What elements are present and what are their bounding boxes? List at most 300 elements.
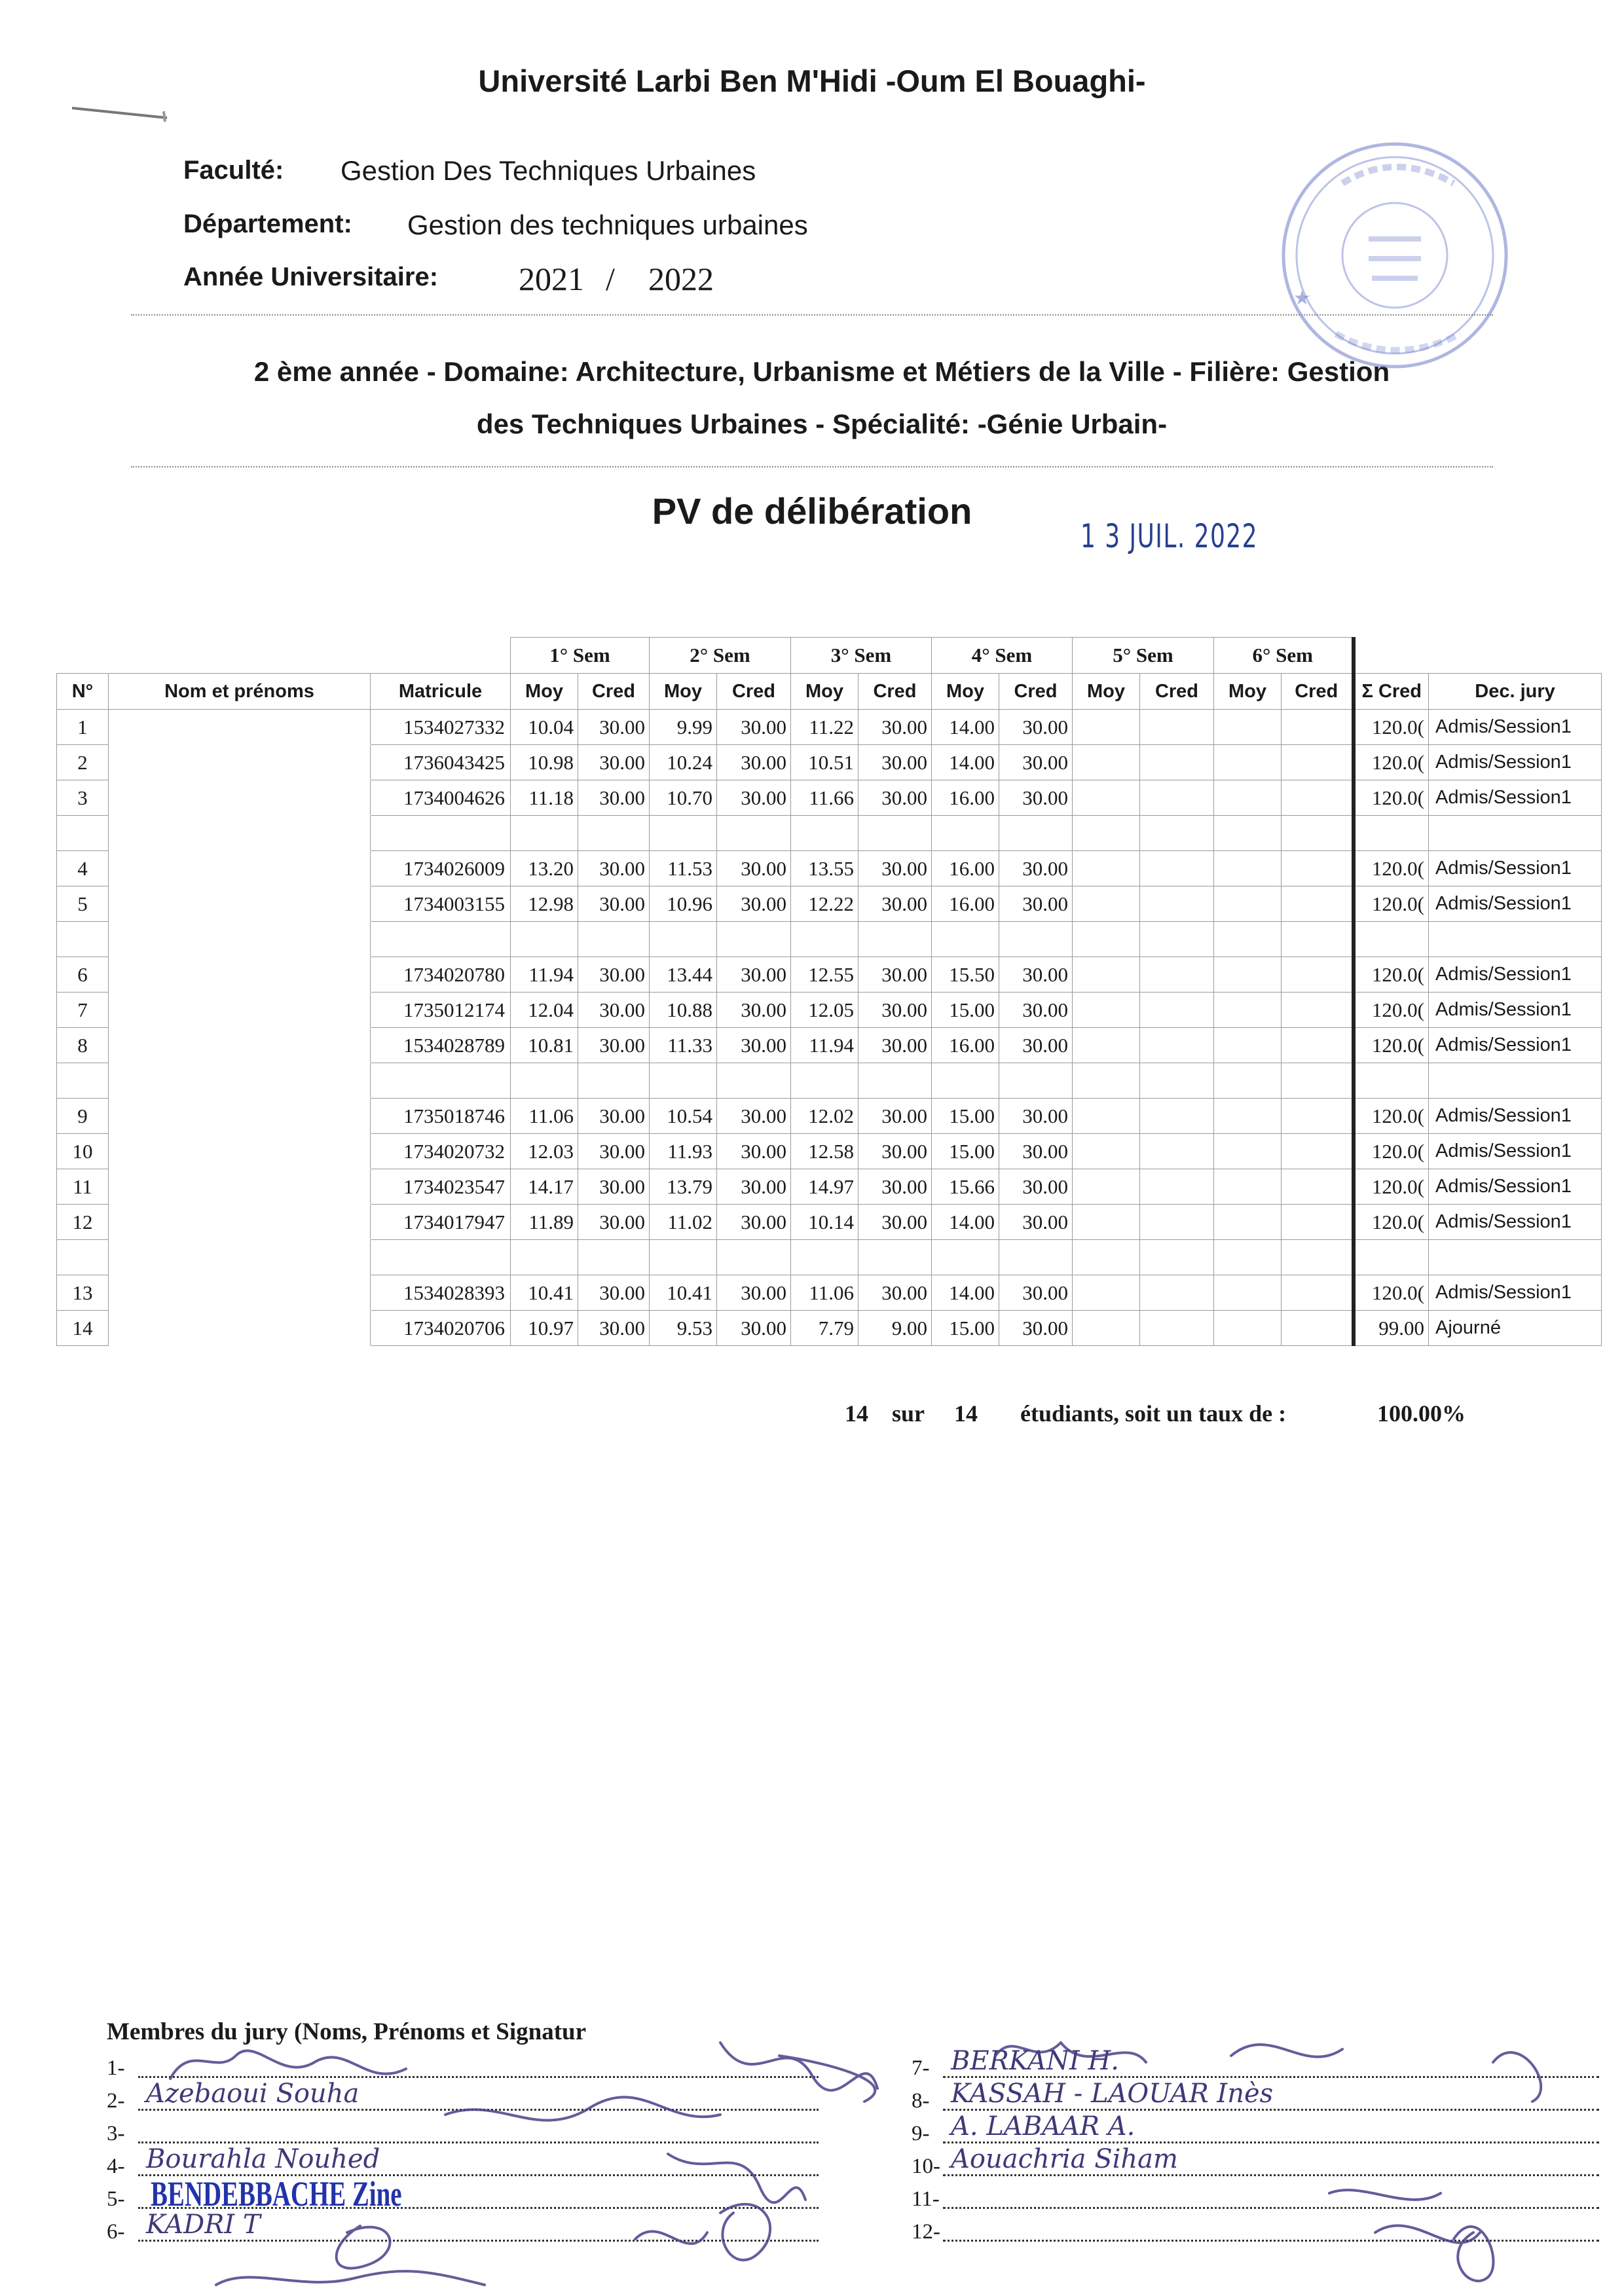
faculte-value: Gestion Des Techniques Urbaines	[341, 155, 756, 186]
moyenne-cell: 11.22	[791, 710, 858, 745]
credits-cell: 30.00	[578, 1134, 650, 1169]
credits-cell	[999, 922, 1073, 957]
jury-member-line	[107, 2079, 819, 2117]
student-name-redacted	[109, 816, 371, 851]
total-credits-cell: 120.0(	[1354, 1028, 1429, 1063]
moyenne-cell	[1214, 1169, 1282, 1205]
credits-cell: 30.00	[717, 1099, 791, 1134]
moyenne-cell	[932, 816, 999, 851]
moyenne-cell: 10.41	[650, 1275, 717, 1311]
student-name-redacted	[109, 957, 371, 993]
moyenne-cell	[1214, 780, 1282, 816]
credits-cell	[1140, 1169, 1214, 1205]
jury-member-number: 2-	[107, 2089, 125, 2113]
credits-cell: 30.00	[578, 851, 650, 886]
credits-cell: 30.00	[999, 780, 1073, 816]
jury-member-signature: KADRI T	[146, 2210, 261, 2240]
jury-member-number: 3-	[107, 2122, 125, 2145]
moyenne-cell: 10.54	[650, 1099, 717, 1134]
matricule-cell	[371, 1063, 511, 1099]
moyenne-cell	[1073, 745, 1140, 780]
credits-cell: 30.00	[999, 886, 1073, 922]
credits-cell	[578, 1063, 650, 1099]
semester-2-header: 2° Sem	[650, 638, 791, 674]
total-credits-cell	[1354, 1240, 1429, 1275]
credits-cell: 30.00	[858, 745, 932, 780]
col-cred: Cred	[1140, 674, 1214, 710]
matricule-cell	[371, 1240, 511, 1275]
page-title: PV de délibération	[652, 490, 972, 532]
row-number	[57, 816, 109, 851]
table-row	[57, 851, 1602, 886]
row-number	[57, 1063, 109, 1099]
credits-cell	[1282, 1169, 1354, 1205]
col-cred: Cred	[717, 674, 791, 710]
credits-cell: 30.00	[717, 886, 791, 922]
moyenne-cell	[1073, 1275, 1140, 1311]
dotted-line	[943, 2240, 1599, 2242]
student-name-redacted	[109, 745, 371, 780]
dotted-line	[943, 2174, 1599, 2176]
moyenne-cell: 13.79	[650, 1169, 717, 1205]
moyenne-cell	[1073, 1134, 1140, 1169]
credits-cell	[1140, 922, 1214, 957]
credits-cell: 30.00	[858, 780, 932, 816]
moyenne-cell	[1073, 710, 1140, 745]
matricule-cell: 1734020780	[371, 957, 511, 993]
annee-label: Année Universitaire:	[183, 263, 439, 291]
credits-cell: 30.00	[717, 1169, 791, 1205]
credits-cell	[858, 816, 932, 851]
moyenne-cell	[511, 1063, 578, 1099]
moyenne-cell: 15.00	[932, 1134, 999, 1169]
jury-member-line	[912, 2215, 1599, 2248]
credits-cell: 30.00	[578, 1311, 650, 1346]
student-name-redacted	[109, 1028, 371, 1063]
moyenne-cell: 16.00	[932, 780, 999, 816]
moyenne-cell: 11.94	[511, 957, 578, 993]
col-moy: Moy	[650, 674, 717, 710]
moyenne-cell	[1073, 816, 1140, 851]
summary-text: étudiants, soit un taux de :	[1020, 1400, 1287, 1427]
moyenne-cell	[1214, 710, 1282, 745]
moyenne-cell	[1214, 1240, 1282, 1275]
dotted-line	[138, 2109, 819, 2111]
credits-cell	[1140, 1028, 1214, 1063]
jury-member-number: 1-	[107, 2056, 125, 2080]
moyenne-cell	[1073, 1240, 1140, 1275]
grades-body	[57, 710, 1602, 1346]
credits-cell: 30.00	[717, 1028, 791, 1063]
credits-cell: 30.00	[999, 851, 1073, 886]
jury-member-number: 12-	[912, 2220, 940, 2244]
credits-cell: 30.00	[858, 1205, 932, 1240]
student-name-redacted	[109, 851, 371, 886]
credits-cell	[1140, 993, 1214, 1028]
matricule-cell: 1734023547	[371, 1169, 511, 1205]
credits-cell	[1282, 1311, 1354, 1346]
credits-cell: 30.00	[858, 1275, 932, 1311]
decision-cell	[1429, 922, 1602, 957]
credits-cell	[1140, 1134, 1214, 1169]
student-name-redacted	[109, 993, 371, 1028]
moyenne-cell: 11.06	[791, 1275, 858, 1311]
credits-cell	[1282, 1028, 1354, 1063]
table-row	[57, 710, 1602, 745]
moyenne-cell	[1214, 816, 1282, 851]
total-credits-cell: 120.0(	[1354, 1275, 1429, 1311]
col-total-credits: Σ Cred	[1354, 674, 1429, 710]
summary-sur: sur	[892, 1400, 925, 1427]
jury-member-number: 7-	[912, 2056, 930, 2080]
col-moy: Moy	[1073, 674, 1140, 710]
student-name-redacted	[109, 1240, 371, 1275]
semester-header-row	[57, 638, 1602, 674]
matricule-cell: 1736043425	[371, 745, 511, 780]
row-number: 7	[57, 993, 109, 1028]
jury-member-line	[912, 2182, 1599, 2215]
moyenne-cell: 10.98	[511, 745, 578, 780]
moyenne-cell: 11.02	[650, 1205, 717, 1240]
credits-cell: 30.00	[858, 1099, 932, 1134]
moyenne-cell: 12.03	[511, 1134, 578, 1169]
credits-cell: 30.00	[999, 1134, 1073, 1169]
matricule-cell: 1735012174	[371, 993, 511, 1028]
official-seal-icon	[1264, 124, 1526, 386]
student-name-redacted	[109, 710, 371, 745]
credits-cell	[1140, 1063, 1214, 1099]
moyenne-cell: 12.04	[511, 993, 578, 1028]
credits-cell	[578, 1240, 650, 1275]
moyenne-cell	[1073, 1099, 1140, 1134]
dotted-line	[138, 2240, 819, 2242]
col-cred: Cred	[858, 674, 932, 710]
col-number: N°	[57, 674, 109, 710]
moyenne-cell: 11.66	[791, 780, 858, 816]
table-row	[57, 1311, 1602, 1346]
student-name-redacted	[109, 922, 371, 957]
total-credits-cell: 120.0(	[1354, 745, 1429, 780]
moyenne-cell: 10.96	[650, 886, 717, 922]
moyenne-cell	[1214, 886, 1282, 922]
decision-cell: Admis/Session1	[1429, 745, 1602, 780]
credits-cell	[1140, 851, 1214, 886]
credits-cell: 30.00	[717, 1311, 791, 1346]
dotted-line	[943, 2076, 1599, 2078]
total-credits-cell: 120.0(	[1354, 780, 1429, 816]
moyenne-cell: 12.58	[791, 1134, 858, 1169]
credits-cell: 30.00	[578, 710, 650, 745]
credits-cell	[999, 1063, 1073, 1099]
moyenne-cell: 15.00	[932, 1099, 999, 1134]
row-number: 11	[57, 1169, 109, 1205]
jury-member-signature: KASSAH - LAOUAR Inès	[951, 2079, 1274, 2109]
matricule-cell	[371, 922, 511, 957]
moyenne-cell	[1073, 993, 1140, 1028]
specialty-line-1: 2 ème année - Domaine: Architecture, Urbanisme et Métiers de la Ville - Filière: Gestion	[253, 356, 1390, 387]
table-spacer-row	[57, 1240, 1602, 1275]
moyenne-cell: 13.55	[791, 851, 858, 886]
summary-admitted: 14	[845, 1400, 868, 1427]
moyenne-cell: 11.93	[650, 1134, 717, 1169]
moyenne-cell	[650, 816, 717, 851]
credits-cell: 30.00	[578, 745, 650, 780]
dotted-line	[943, 2207, 1599, 2209]
jury-member-signature: A. LABAAR A.	[951, 2111, 1135, 2141]
moyenne-cell	[932, 1063, 999, 1099]
table-row	[57, 780, 1602, 816]
credits-cell	[1282, 922, 1354, 957]
credits-cell: 30.00	[999, 1028, 1073, 1063]
svg-text:★: ★	[1293, 287, 1311, 310]
credits-cell	[1140, 1205, 1214, 1240]
faculte-label: Faculté:	[183, 156, 284, 185]
credits-cell	[1140, 957, 1214, 993]
semester-5-header: 5° Sem	[1073, 638, 1214, 674]
credits-cell: 30.00	[578, 1099, 650, 1134]
matricule-cell: 1734003155	[371, 886, 511, 922]
moyenne-cell: 16.00	[932, 886, 999, 922]
credits-cell: 30.00	[578, 780, 650, 816]
moyenne-cell: 11.18	[511, 780, 578, 816]
moyenne-cell	[1214, 1063, 1282, 1099]
divider-middle	[131, 466, 1493, 467]
moyenne-cell: 10.04	[511, 710, 578, 745]
moyenne-cell: 11.94	[791, 1028, 858, 1063]
dotted-line	[943, 2141, 1599, 2143]
moyenne-cell: 14.00	[932, 1275, 999, 1311]
moyenne-cell: 10.24	[650, 745, 717, 780]
jury-name-stamp: BENDEBBACHE Zine	[151, 2174, 402, 2214]
credits-cell: 30.00	[578, 1275, 650, 1311]
moyenne-cell	[511, 922, 578, 957]
credits-cell	[1282, 780, 1354, 816]
col-decision: Dec. jury	[1429, 674, 1602, 710]
moyenne-cell: 14.00	[932, 710, 999, 745]
decision-cell: Admis/Session1	[1429, 957, 1602, 993]
row-number: 12	[57, 1205, 109, 1240]
student-name-redacted	[109, 1311, 371, 1346]
credits-cell	[1282, 710, 1354, 745]
moyenne-cell: 15.00	[932, 1311, 999, 1346]
student-name-redacted	[109, 1169, 371, 1205]
col-cred: Cred	[1282, 674, 1354, 710]
moyenne-cell: 16.00	[932, 1028, 999, 1063]
credits-cell	[858, 1063, 932, 1099]
credits-cell	[1140, 816, 1214, 851]
credits-cell	[1140, 1240, 1214, 1275]
row-number: 9	[57, 1099, 109, 1134]
credits-cell: 30.00	[717, 1134, 791, 1169]
table-row	[57, 886, 1602, 922]
moyenne-cell: 7.79	[791, 1311, 858, 1346]
student-name-redacted	[109, 1205, 371, 1240]
moyenne-cell: 15.50	[932, 957, 999, 993]
credits-cell: 30.00	[999, 1099, 1073, 1134]
credits-cell	[717, 816, 791, 851]
credits-cell	[717, 1063, 791, 1099]
total-credits-cell: 120.0(	[1354, 957, 1429, 993]
student-name-redacted	[109, 1063, 371, 1099]
credits-cell	[999, 816, 1073, 851]
table-row	[57, 993, 1602, 1028]
credits-cell: 30.00	[999, 710, 1073, 745]
credits-cell	[1282, 851, 1354, 886]
credits-cell	[1140, 745, 1214, 780]
credits-cell: 30.00	[999, 1205, 1073, 1240]
moyenne-cell: 10.97	[511, 1311, 578, 1346]
decision-cell: Admis/Session1	[1429, 1169, 1602, 1205]
row-number: 13	[57, 1275, 109, 1311]
jury-member-number: 6-	[107, 2220, 125, 2244]
row-number: 8	[57, 1028, 109, 1063]
total-credits-cell: 120.0(	[1354, 1169, 1429, 1205]
credits-cell: 30.00	[717, 1275, 791, 1311]
credits-cell	[1140, 1275, 1214, 1311]
matricule-cell: 1534028789	[371, 1028, 511, 1063]
student-name-redacted	[109, 780, 371, 816]
credits-cell: 30.00	[999, 1275, 1073, 1311]
decision-cell: Admis/Session1	[1429, 886, 1602, 922]
moyenne-cell	[1073, 1169, 1140, 1205]
col-cred: Cred	[999, 674, 1073, 710]
credits-cell: 30.00	[578, 993, 650, 1028]
total-credits-cell	[1354, 816, 1429, 851]
moyenne-cell	[1073, 886, 1140, 922]
moyenne-cell	[1214, 1099, 1282, 1134]
credits-cell	[1282, 1240, 1354, 1275]
credits-cell: 30.00	[999, 1311, 1073, 1346]
moyenne-cell	[650, 1240, 717, 1275]
departement-label: Département:	[183, 210, 352, 238]
col-moy: Moy	[932, 674, 999, 710]
credits-cell: 30.00	[858, 957, 932, 993]
table-spacer-row	[57, 922, 1602, 957]
table-row	[57, 1275, 1602, 1311]
moyenne-cell	[932, 1240, 999, 1275]
credits-cell	[1282, 1205, 1354, 1240]
moyenne-cell	[791, 1240, 858, 1275]
moyenne-cell	[1073, 957, 1140, 993]
row-number: 1	[57, 710, 109, 745]
jury-member-number: 9-	[912, 2122, 930, 2145]
table-row	[57, 1169, 1602, 1205]
moyenne-cell	[1214, 1134, 1282, 1169]
credits-cell: 30.00	[717, 710, 791, 745]
moyenne-cell	[791, 922, 858, 957]
moyenne-cell	[1073, 851, 1140, 886]
moyenne-cell	[650, 1063, 717, 1099]
jury-member-number: 11-	[912, 2187, 940, 2211]
semester-3-header: 3° Sem	[791, 638, 932, 674]
credits-cell: 30.00	[578, 957, 650, 993]
credits-cell	[578, 922, 650, 957]
moyenne-cell: 12.02	[791, 1099, 858, 1134]
col-matricule: Matricule	[371, 674, 511, 710]
grades-table	[56, 637, 1602, 1346]
credits-cell	[1282, 745, 1354, 780]
credits-cell	[1282, 886, 1354, 922]
credits-cell: 30.00	[578, 1205, 650, 1240]
credits-cell: 30.00	[717, 851, 791, 886]
pen-mark	[65, 98, 177, 131]
total-credits-cell: 120.0(	[1354, 1205, 1429, 1240]
row-number	[57, 922, 109, 957]
moyenne-cell: 13.44	[650, 957, 717, 993]
moyenne-cell	[791, 1063, 858, 1099]
student-name-redacted	[109, 1134, 371, 1169]
summary-rate: 100.00%	[1377, 1400, 1466, 1427]
decision-cell: Admis/Session1	[1429, 780, 1602, 816]
matricule-cell: 1734020706	[371, 1311, 511, 1346]
credits-cell	[1282, 1275, 1354, 1311]
total-credits-cell	[1354, 1063, 1429, 1099]
summary-total: 14	[954, 1400, 978, 1427]
row-number: 6	[57, 957, 109, 993]
total-credits-cell: 99.00	[1354, 1311, 1429, 1346]
decision-cell: Admis/Session1	[1429, 710, 1602, 745]
credits-cell: 30.00	[858, 1169, 932, 1205]
moyenne-cell: 14.17	[511, 1169, 578, 1205]
credits-cell: 30.00	[858, 886, 932, 922]
credits-cell	[1140, 1311, 1214, 1346]
moyenne-cell: 15.66	[932, 1169, 999, 1205]
credits-cell: 30.00	[858, 1028, 932, 1063]
table-row	[57, 1028, 1602, 1063]
moyenne-cell	[791, 816, 858, 851]
column-header-row	[57, 674, 1602, 710]
col-moy: Moy	[791, 674, 858, 710]
moyenne-cell: 11.53	[650, 851, 717, 886]
credits-cell: 30.00	[999, 1169, 1073, 1205]
credits-cell: 30.00	[717, 957, 791, 993]
decision-cell: Admis/Session1	[1429, 1134, 1602, 1169]
jury-member-number: 5-	[107, 2187, 125, 2211]
credits-cell: 9.00	[858, 1311, 932, 1346]
moyenne-cell	[932, 922, 999, 957]
moyenne-cell	[1214, 1275, 1282, 1311]
table-spacer-row	[57, 1063, 1602, 1099]
moyenne-cell: 11.89	[511, 1205, 578, 1240]
table-row	[57, 1134, 1602, 1169]
credits-cell	[1282, 1099, 1354, 1134]
credits-cell: 30.00	[858, 993, 932, 1028]
jury-member-signature: Azebaoui Souha	[146, 2079, 360, 2109]
credits-cell: 30.00	[999, 957, 1073, 993]
credits-cell	[1282, 1063, 1354, 1099]
matricule-cell: 1734020732	[371, 1134, 511, 1169]
moyenne-cell	[1214, 1028, 1282, 1063]
jury-member-signature: BERKANI H.	[951, 2046, 1119, 2076]
moyenne-cell: 14.00	[932, 1205, 999, 1240]
annee-separator: /	[606, 261, 615, 297]
decision-cell: Admis/Session1	[1429, 1099, 1602, 1134]
decision-cell	[1429, 1063, 1602, 1099]
table-row	[57, 745, 1602, 780]
credits-cell	[1140, 1099, 1214, 1134]
row-number: 3	[57, 780, 109, 816]
student-name-redacted	[109, 1099, 371, 1134]
student-name-redacted	[109, 886, 371, 922]
moyenne-cell: 14.97	[791, 1169, 858, 1205]
total-credits-cell: 120.0(	[1354, 851, 1429, 886]
matricule-cell	[371, 816, 511, 851]
credits-cell	[1282, 993, 1354, 1028]
credits-cell: 30.00	[858, 851, 932, 886]
moyenne-cell: 9.53	[650, 1311, 717, 1346]
credits-cell	[858, 922, 932, 957]
moyenne-cell	[1214, 957, 1282, 993]
